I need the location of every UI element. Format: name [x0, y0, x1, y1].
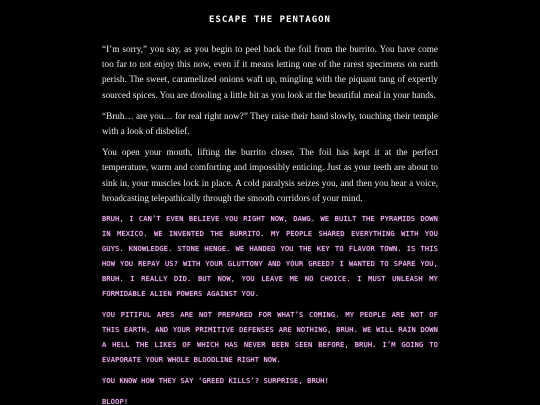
story-title: ESCAPE THE PENTAGON	[209, 15, 331, 25]
narration-paragraph: You open your mouth, lifting the burrito closer. The foil has kept it at the perfect temperature, warm and comforting and impossibly enticing. Just as your teeth are about to sink in, your muscles lock in place. A cold paralysis seizes you, and then you hear a voice, broadcasting telepathically through the smooth corridors of your mind.	[102, 147, 438, 203]
alien-telepathic-speech: YOU PITIFUL APES ARE NOT PREPARED FOR WHAT’S COMING. MY PEOPLE ARE NOT OF THIS EARTH, AND YOUR PRIMITIVE DEFENSES ARE NOTHING, BRUH. WE WILL RAIN DOWN A HELL THE LIKES OF WHICH HAS NEVER BEEN SEEN BEFORE, BRUH. I’M GOING TO EVAPORATE YOUR WHOLE BLOODLINE RIGHT NOW.	[102, 311, 438, 365]
narration-paragraph: “I’m sorry,” you say, as you begin to peel back the foil from the burrito. You have come too far to not enjoy this now, even if it means letting one of the rarest specimens on earth perish. The sweet, caramelized onions waft up, mingling with the piquant tang of expertly sourced spices. You are drooling a little bit as you look at the beautiful meal in your hands.	[102, 44, 438, 100]
alien-telepathic-speech: YOU KNOW HOW THEY SAY ‘GREED KILLS’? SURPRISE, BRUH!	[102, 377, 329, 386]
story-content	[102, 42, 438, 405]
narration-paragraph: “Bruh… are you… for real right now?” They raise their hand slowly, touching their temple with a look of disbelief.	[102, 110, 438, 137]
alien-telepathic-speech: BLOOP!	[102, 398, 129, 405]
alien-telepathic-speech: BRUH, I CAN’T EVEN BELIEVE YOU RIGHT NOW, DAWG. WE BUILT THE PYRAMIDS DOWN IN MEXICO. WE INVENTED THE BURRITO. MY PEOPLE SHARED EVERYTHING WITH YOU GUYS. KNOWLEDGE. STONE HENGE. WE HANDED YOU THE KEY TO FLAVOR TOWN. IS THIS HOW YOU REPAY US? WITH YOUR GLUTTONY AND YOUR GREED? I WANTED TO SPARE YOU, BRUH. I REALLY DID. BUT NOW, YOU LEAVE ME NO CHOICE. I MUST UNLEASH MY FORMIDABLE ALIEN POWERS AGAINST YOU.	[102, 215, 438, 299]
